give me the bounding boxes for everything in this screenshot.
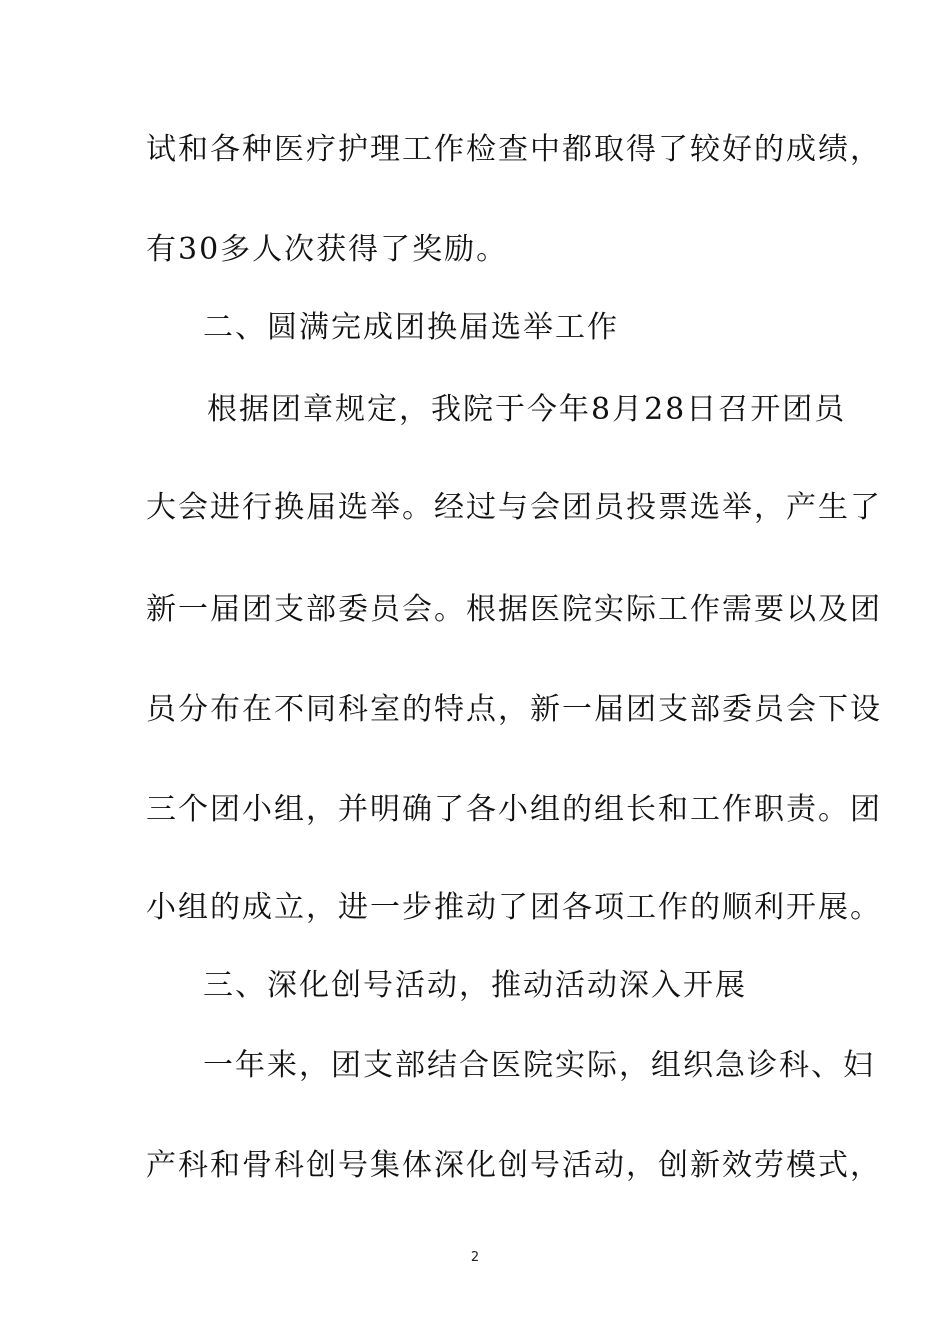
paragraph-2-line-4: 员分布在不同科室的特点，新一届团支部委员会下设	[146, 692, 882, 727]
section-heading-3: 三、深化创号活动，推动活动深入开展	[203, 968, 747, 1003]
paragraph-3-line-1: 一年来，团支部结合医院实际，组织急诊科、妇	[203, 1048, 875, 1083]
page-number: 2	[470, 1250, 480, 1265]
paragraph-continued-line-1: 试和各种医疗护理工作检查中都取得了较好的成绩，	[146, 132, 882, 167]
paragraph-2-line-3: 新一届团支部委员会。根据医院实际工作需要以及团	[146, 592, 882, 627]
paragraph-2-line-6: 小组的成立，进一步推动了团各项工作的顺利开展。	[146, 890, 882, 925]
paragraph-continued-line-2: 有30多人次获得了奖励。	[146, 232, 509, 267]
section-heading-2: 二、圆满完成团换届选举工作	[203, 310, 619, 345]
paragraph-3-line-2: 产科和骨科创号集体深化创号活动，创新效劳模式，	[146, 1148, 882, 1183]
paragraph-2-line-2: 大会进行换届选举。经过与会团员投票选举，产生了	[146, 490, 882, 525]
paragraph-2-line-1: 根据团章规定，我院于今年8月28日召开团员	[207, 392, 847, 427]
paragraph-2-line-5: 三个团小组，并明确了各小组的组长和工作职责。团	[146, 792, 882, 827]
